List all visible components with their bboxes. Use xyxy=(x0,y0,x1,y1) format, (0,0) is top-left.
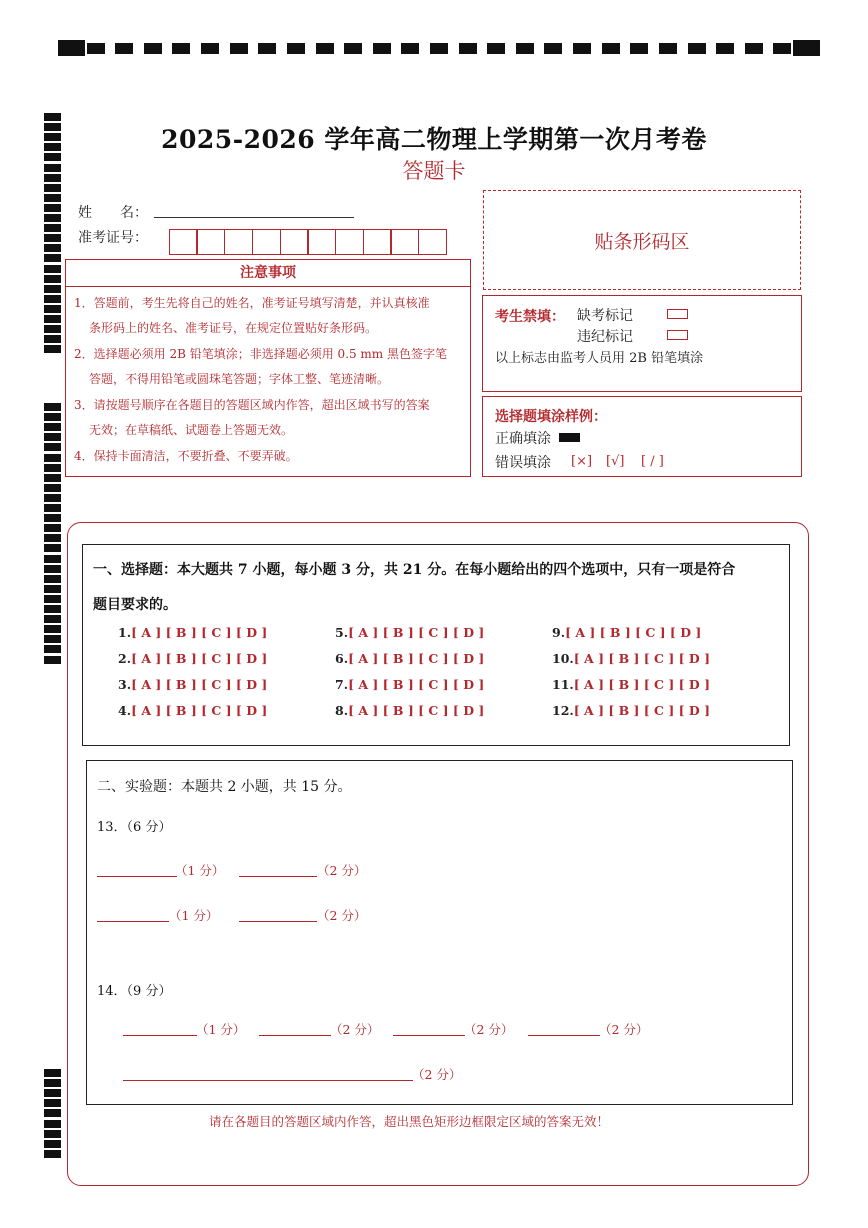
timing-mark xyxy=(44,454,61,462)
id-digit-box[interactable] xyxy=(418,229,447,255)
mc-question-row[interactable] xyxy=(118,677,267,692)
timing-mark xyxy=(44,204,61,212)
mc-question-row[interactable] xyxy=(118,651,267,666)
mc-answer-options[interactable]: [ A ] [ B ] [ C ] [ D ] xyxy=(348,703,485,718)
wrong-fill-label: 错误填涂 xyxy=(495,455,551,471)
timing-mark xyxy=(44,1099,61,1107)
mc-question-number: 9. xyxy=(552,625,566,640)
id-digit-box[interactable] xyxy=(280,229,309,255)
timing-mark xyxy=(44,575,61,583)
q13-score: （2 分） xyxy=(317,863,367,878)
q14-label: 14．（9 分） xyxy=(97,984,172,999)
mc-answer-options[interactable]: [ A ] [ B ] [ C ] [ D ] xyxy=(573,703,710,718)
mc-answer-options[interactable]: [ A ] [ B ] [ C ] [ D ] xyxy=(573,651,710,666)
timing-mark xyxy=(44,544,61,552)
timing-mark xyxy=(44,443,61,451)
timing-mark xyxy=(688,43,706,54)
mc-answer-options[interactable]: [ A ] [ B ] [ C ] [ D ] xyxy=(573,677,710,692)
timing-mark xyxy=(44,285,61,293)
timing-mark xyxy=(344,43,362,54)
fill-sample-panel xyxy=(482,396,802,477)
timing-mark xyxy=(44,295,61,303)
experiment-section xyxy=(86,760,793,1105)
q13-label: 13．（6 分） xyxy=(97,820,172,835)
absent-mark-label: 缺考标记 xyxy=(577,308,633,324)
mc-question-number: 1. xyxy=(118,625,132,640)
notice-line: 答题，不得用铅笔或圆珠笔答题；字体工整、笔迹清晰。 xyxy=(89,372,390,386)
proctor-note: 以上标志由监考人员用 2B 铅笔填涂 xyxy=(495,351,704,366)
violation-mark-box[interactable] xyxy=(667,330,688,340)
timing-mark xyxy=(44,1069,61,1077)
timing-mark xyxy=(630,43,648,54)
mc-question-row[interactable] xyxy=(335,703,484,718)
id-digit-box[interactable] xyxy=(252,229,281,255)
timing-mark xyxy=(44,1089,61,1097)
timing-mark xyxy=(401,43,419,54)
q13-score: （1 分） xyxy=(169,908,219,923)
id-digit-box[interactable] xyxy=(335,229,364,255)
mc-question-number: 8. xyxy=(335,703,349,718)
timing-mark xyxy=(44,474,61,482)
q13-answer-blank[interactable] xyxy=(239,875,317,877)
timing-mark xyxy=(44,194,61,202)
mc-question-row[interactable] xyxy=(118,703,267,718)
timing-mark xyxy=(44,423,61,431)
mc-question-number: 11. xyxy=(552,677,574,692)
proctor-only-title: 考生禁填： xyxy=(495,309,565,325)
timing-mark xyxy=(44,433,61,441)
timing-mark xyxy=(44,615,61,623)
q13-score: （1 分） xyxy=(175,863,225,878)
id-digit-box[interactable] xyxy=(196,229,225,255)
timing-mark xyxy=(602,43,620,54)
timing-mark xyxy=(316,43,334,54)
proctor-only-panel xyxy=(482,295,802,392)
timing-mark xyxy=(201,43,219,54)
q13-answer-blank[interactable] xyxy=(239,920,317,922)
timing-mark xyxy=(44,1130,61,1138)
timing-mark xyxy=(44,464,61,472)
q14-answer-blank[interactable] xyxy=(123,1034,197,1036)
mc-question-row[interactable] xyxy=(552,703,710,718)
timing-mark xyxy=(716,43,734,54)
mc-question-number: 3. xyxy=(118,677,132,692)
violation-mark-label: 违纪标记 xyxy=(577,329,633,345)
top-timing-marks xyxy=(58,40,820,58)
page-title: 2025-2026 学年高二物理上学期第一次月考卷 xyxy=(161,125,707,154)
timing-mark xyxy=(44,325,61,333)
timing-mark xyxy=(44,315,61,323)
id-digit-box[interactable] xyxy=(169,229,198,255)
notice-line: 2．选择题必须用 2B 铅笔填涂；非选择题必须用 0.5 mm 黑色签字笔 xyxy=(74,347,448,361)
timing-mark xyxy=(373,43,391,54)
correct-fill-label: 正确填涂 xyxy=(495,431,551,447)
timing-mark xyxy=(44,345,61,353)
mc-heading: 一、选择题：本大题共 7 小题，每小题 3 分，共 21 分。在每小题给出的四个选项中，只有一项是符合 xyxy=(93,562,736,578)
timing-mark xyxy=(44,645,61,653)
id-digit-box[interactable] xyxy=(390,229,419,255)
id-label: 准考证号： xyxy=(78,230,148,246)
correct-fill-sample xyxy=(559,433,580,442)
timing-mark xyxy=(44,254,61,262)
mc-question-number: 4. xyxy=(118,703,132,718)
mc-heading-cont: 题目要求的。 xyxy=(93,597,177,613)
page-subtitle: 答题卡 xyxy=(402,159,466,183)
mc-question-row[interactable] xyxy=(335,677,484,692)
notice-line: 1．答题前，考生先将自己的姓名，准考证号填写清楚，并认真核准 xyxy=(74,296,430,310)
timing-mark xyxy=(44,504,61,512)
timing-mark xyxy=(172,43,190,54)
name-field[interactable] xyxy=(154,216,354,218)
mc-answer-options[interactable]: [ A ] [ B ] [ C ] [ D ] xyxy=(348,625,485,640)
notice-line: 3．请按题号顺序在各题目的答题区域内作答，超出区域书写的答案 xyxy=(74,398,430,412)
timing-mark xyxy=(44,224,61,232)
mc-question-number: 6. xyxy=(335,651,349,666)
timing-mark xyxy=(258,43,276,54)
exp-heading: 二、实验题：本题共 2 小题，共 15 分。 xyxy=(97,779,352,795)
fill-sample-title: 选择题填涂样例： xyxy=(495,409,607,425)
timing-mark xyxy=(44,413,61,421)
id-digit-box[interactable] xyxy=(307,229,336,255)
q14-score: （2 分） xyxy=(599,1022,649,1037)
notice-panel xyxy=(65,259,471,477)
timing-mark xyxy=(793,40,820,56)
mc-question-row[interactable] xyxy=(335,625,484,640)
mc-answer-options[interactable]: [ A ] [ B ] [ C ] [ D ] xyxy=(131,651,268,666)
wrong-mark-check: [√] xyxy=(606,454,625,469)
q14-answer-blank[interactable] xyxy=(259,1034,331,1036)
timing-mark xyxy=(44,555,61,563)
timing-mark xyxy=(430,43,448,54)
timing-mark xyxy=(659,43,677,54)
out-of-area-warning: 请在各题目的答题区域内作答，超出黑色矩形边框限定区域的答案无效！ xyxy=(208,1114,609,1129)
q14-score: （2 分） xyxy=(464,1022,514,1037)
mc-question-number: 2. xyxy=(118,651,132,666)
timing-mark xyxy=(516,43,534,54)
mc-question-row[interactable] xyxy=(552,625,701,640)
wrong-mark-slash: [ / ] xyxy=(641,454,664,469)
id-digit-box[interactable] xyxy=(363,229,392,255)
mc-question-row[interactable] xyxy=(552,677,710,692)
timing-mark xyxy=(44,514,61,522)
timing-mark xyxy=(44,234,61,242)
timing-mark xyxy=(44,265,61,273)
q14-answer-blank[interactable] xyxy=(123,1079,413,1081)
mc-answer-options[interactable]: [ A ] [ B ] [ C ] [ D ] xyxy=(348,651,485,666)
q14-score: （1 分） xyxy=(196,1022,246,1037)
timing-mark xyxy=(44,625,61,633)
timing-mark xyxy=(44,656,61,664)
mc-answer-options[interactable]: [ A ] [ B ] [ C ] [ D ] xyxy=(565,625,702,640)
wrong-mark-cross: [×] xyxy=(571,454,593,469)
barcode-label: 贴条形码区 xyxy=(594,231,690,253)
timing-mark xyxy=(44,635,61,643)
timing-mark xyxy=(287,43,305,54)
mc-answer-options[interactable]: [ A ] [ B ] [ C ] [ D ] xyxy=(131,625,268,640)
timing-mark xyxy=(44,484,61,492)
q13-answer-blank[interactable] xyxy=(97,875,177,877)
mc-question-row[interactable] xyxy=(118,625,267,640)
id-number-boxes[interactable] xyxy=(170,229,447,255)
timing-mark xyxy=(44,305,61,313)
timing-mark xyxy=(44,585,61,593)
timing-mark xyxy=(573,43,591,54)
mc-question-number: 5. xyxy=(335,625,349,640)
mc-answer-options[interactable]: [ A ] [ B ] [ C ] [ D ] xyxy=(131,677,268,692)
mc-question-number: 12. xyxy=(552,703,574,718)
q14-answer-blank[interactable] xyxy=(528,1034,600,1036)
timing-mark xyxy=(44,244,61,252)
mc-question-row[interactable] xyxy=(552,651,710,666)
timing-mark xyxy=(44,565,61,573)
q14-answer-blank[interactable] xyxy=(393,1034,465,1036)
multiple-choice-section xyxy=(82,544,790,746)
q13-score: （2 分） xyxy=(317,908,367,923)
notice-line: 条形码上的姓名、准考证号，在规定位置贴好条形码。 xyxy=(89,321,378,335)
timing-mark xyxy=(44,335,61,343)
timing-mark xyxy=(115,43,133,54)
notice-line: 无效；在草稿纸、试题卷上答题无效。 xyxy=(89,423,294,437)
id-digit-box[interactable] xyxy=(224,229,253,255)
mc-question-row[interactable] xyxy=(335,651,484,666)
timing-mark xyxy=(459,43,477,54)
timing-mark xyxy=(44,524,61,532)
q13-answer-blank[interactable] xyxy=(97,920,169,922)
q14-score: （2 分） xyxy=(330,1022,380,1037)
absent-mark-box[interactable] xyxy=(667,309,688,319)
timing-mark xyxy=(44,494,61,502)
timing-mark xyxy=(487,43,505,54)
timing-mark xyxy=(44,1150,61,1158)
timing-mark xyxy=(87,43,105,54)
mc-question-number: 10. xyxy=(552,651,574,666)
timing-mark xyxy=(44,605,61,613)
name-label: 姓 名： xyxy=(78,205,148,221)
timing-mark xyxy=(544,43,562,54)
q14-score: （2 分） xyxy=(412,1067,462,1082)
timing-mark xyxy=(773,43,791,54)
timing-mark xyxy=(44,1140,61,1148)
notice-title: 注意事项 xyxy=(66,260,470,287)
timing-mark xyxy=(44,403,61,411)
timing-mark xyxy=(144,43,162,54)
barcode-area xyxy=(483,190,801,290)
notice-line: 4．保持卡面清洁，不要折叠、不要弄破。 xyxy=(74,449,298,463)
timing-mark xyxy=(230,43,248,54)
timing-mark xyxy=(44,214,61,222)
mc-answer-options[interactable]: [ A ] [ B ] [ C ] [ D ] xyxy=(348,677,485,692)
timing-mark xyxy=(44,1079,61,1087)
timing-mark xyxy=(58,40,85,56)
mc-question-number: 7. xyxy=(335,677,349,692)
timing-mark xyxy=(745,43,763,54)
mc-answer-options[interactable]: [ A ] [ B ] [ C ] [ D ] xyxy=(131,703,268,718)
timing-mark xyxy=(44,275,61,283)
timing-mark xyxy=(44,595,61,603)
timing-mark xyxy=(44,534,61,542)
